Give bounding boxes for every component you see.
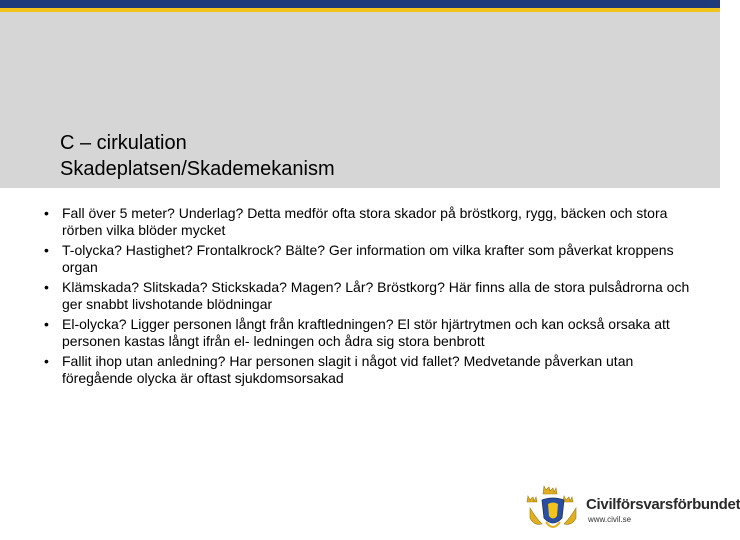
bullet-text: Fall över 5 meter? Underlag? Detta medför ofta stora skador på bröstkorg, rygg, bäcken och stora rörben vilka blöder mycket — [62, 205, 668, 238]
crown-emblem-icon — [524, 482, 582, 534]
bullet-text: El-olycka? Ligger personen långt från kraftledningen? El stör hjärtrytmen och kan också orsaka att personen kastas långt ifrån el- ledningen och ådra sig stora benbrott — [62, 316, 670, 349]
bullet-dot: • — [44, 316, 49, 332]
title-line-1: C – cirkulation — [60, 132, 187, 154]
logo-name: Civilförsvarsförbundet — [586, 496, 740, 513]
title-line-2: Skadeplatsen/Skademekanism — [60, 158, 335, 180]
bullet-item — [44, 205, 694, 238]
bullet-dot: • — [44, 279, 49, 295]
bullet-text: T-olycka? Hastighet? Frontalkrock? Bälte? Ger information om vilka krafter som påverkat kroppens organ — [62, 242, 674, 275]
slide-title — [60, 130, 335, 182]
bullet-text: Fallit ihop utan anledning? Har personen slagit i något vid fallet? Medvetande påverkan utan föregående olycka är oftast sjukdomsorsakad — [62, 353, 634, 386]
bullet-dot: • — [44, 205, 49, 221]
bullet-item — [44, 316, 694, 349]
bullet-list — [44, 205, 694, 390]
logo-url: www.civil.se — [588, 515, 632, 524]
bullet-item — [44, 279, 694, 312]
top-stripe-blue — [0, 0, 720, 8]
bullet-item — [44, 353, 694, 386]
bullet-item — [44, 242, 694, 275]
organization-logo — [524, 482, 740, 534]
bullet-dot: • — [44, 353, 49, 369]
bullet-dot: • — [44, 242, 49, 258]
bullet-text: Klämskada? Slitskada? Stickskada? Magen? Lår? Bröstkorg? Här finns alla de stora pulsådrorna och ger snabbt livshotande blödningar — [62, 279, 690, 312]
